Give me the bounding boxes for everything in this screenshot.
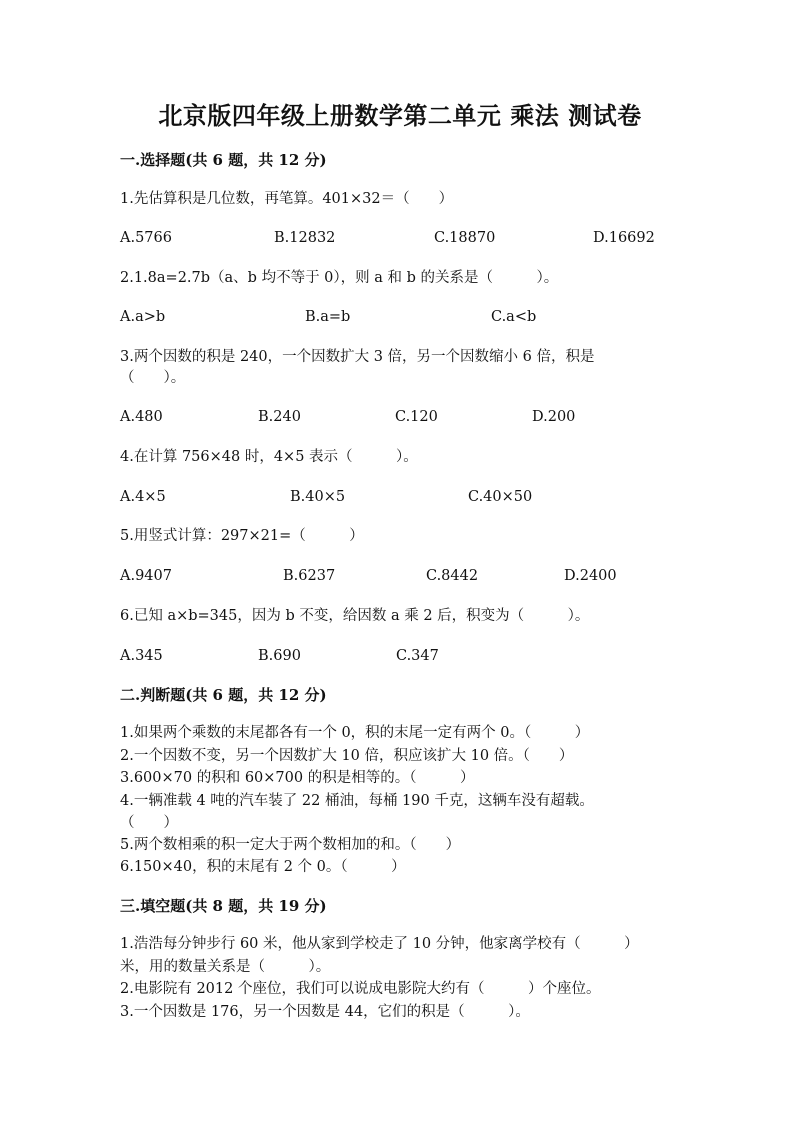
fill-item: 3.一个因数是 176，另一个因数是 44，它们的积是（ ）。 [120,1004,530,1020]
judge-item: 2.一个因数不变，另一个因数扩大 10 倍，积应该扩大 10 倍。（ ） [120,748,574,764]
question-text: 5.用竖式计算：297×21=（ ） [120,528,364,544]
option-a: A.a>b [120,309,166,325]
question-text: 2.1.8a=2.7b（a、b 均不等于 0），则 a 和 b 的关系是（ ）。 [120,270,559,286]
option-b: B.40×5 [290,489,346,505]
option-c: C.a<b [491,309,537,325]
question-text: 6.已知 a×b=345，因为 b 不变，给因数 a 乘 2 后，积变为（ ）。 [120,608,590,624]
option-b: B.a=b [305,309,351,325]
section-heading-choice: 一.选择题(共 6 题，共 12 分) [120,151,327,169]
option-a: A.480 [120,409,163,425]
judge-item: 5.两个数相乘的积一定大于两个数相加的和。（ ） [120,837,461,853]
option-d: D.200 [532,409,576,425]
fill-item: 1.浩浩每分钟步行 60 米，他从家到学校走了 10 分钟，他家离学校有（ ） [120,936,639,952]
option-d: D.16692 [593,230,655,246]
option-b: B.240 [258,409,301,425]
judge-item: 3.600×70 的积和 60×700 的积是相等的。（ ） [120,770,475,786]
judge-item: 1.如果两个乘数的末尾都各有一个 0，积的末尾一定有两个 0。（ ） [120,725,590,741]
option-a: A.345 [120,648,163,664]
option-c: C.40×50 [468,489,533,505]
option-b: B.12832 [274,230,336,246]
option-c: C.347 [396,648,439,664]
page-title: 北京版四年级上册数学第二单元 乘法 测试卷 [158,101,642,130]
option-b: B.690 [258,648,301,664]
judge-item-continued: （ ） [120,815,178,831]
option-d: D.2400 [564,568,617,584]
question-text: 4.在计算 756×48 时，4×5 表示（ ）。 [120,449,418,465]
section-heading-fill: 三.填空题(共 8 题，共 19 分) [120,897,327,915]
option-c: C.8442 [426,568,479,584]
option-a: A.9407 [120,568,172,584]
fill-item: 2.电影院有 2012 个座位，我们可以说成电影院大约有（ ）个座位。 [120,981,601,997]
option-c: C.18870 [434,230,496,246]
judge-item: 6.150×40，积的末尾有 2 个 0。（ ） [120,859,406,875]
option-c: C.120 [395,409,438,425]
section-heading-judge: 二.判断题(共 6 题，共 12 分) [120,686,327,704]
question-text: 3.两个因数的积是 240，一个因数扩大 3 倍，另一个因数缩小 6 倍，积是 [120,349,595,365]
judge-item: 4.一辆准载 4 吨的汽车装了 22 桶油，每桶 190 千克，这辆车没有超载。 [120,793,594,809]
question-text-continued: （ ）。 [120,370,186,386]
option-a: A.4×5 [120,489,166,505]
option-a: A.5766 [120,230,172,246]
fill-item-continued: 米，用的数量关系是（ ）。 [120,959,331,975]
question-text: 1.先估算积是几位数，再笔算。401×32＝（ ） [120,191,454,207]
option-b: B.6237 [283,568,336,584]
